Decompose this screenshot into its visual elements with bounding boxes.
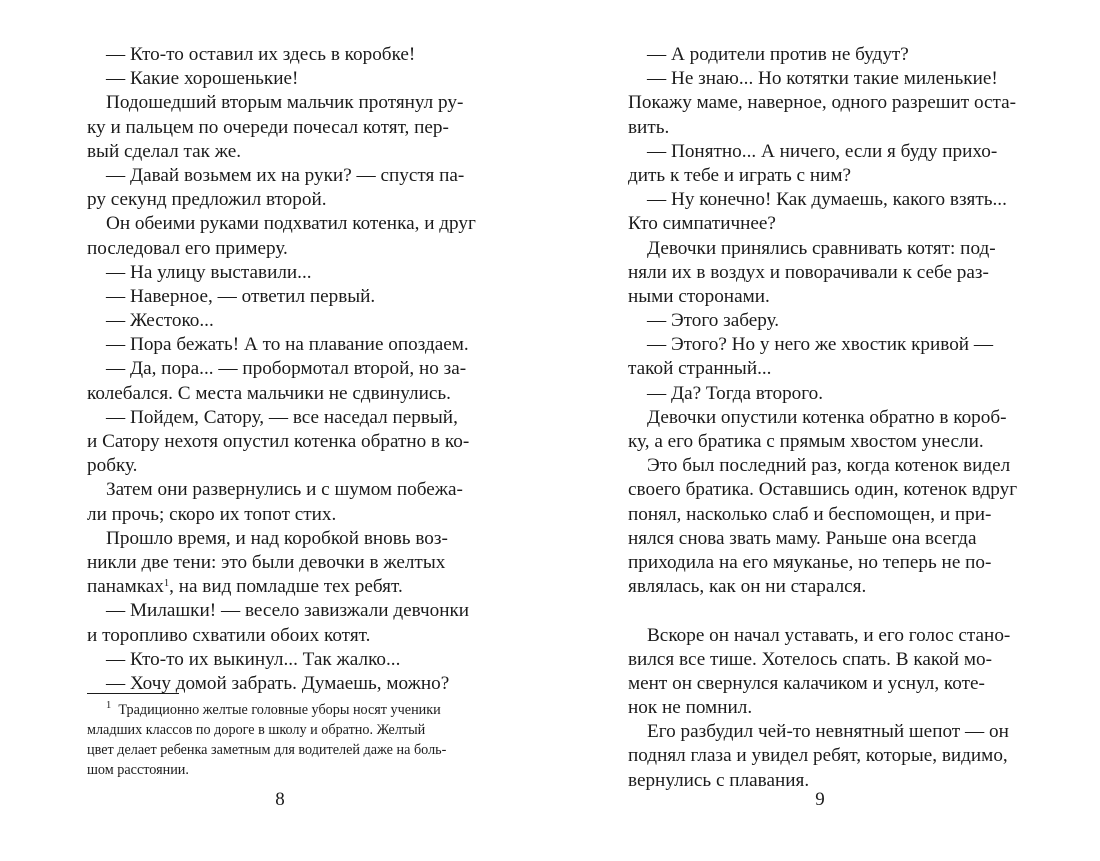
footnote-line <box>87 760 475 780</box>
text-line <box>628 551 1016 575</box>
text-line-content: — Кто-то оставил их здесь в коробке! <box>106 44 416 65</box>
text-line-content: никли две тени: это были девочки в желтых <box>87 551 446 573</box>
text-line <box>628 309 1016 333</box>
footnote-line-content: младших классов по дороге в школу и обратно. Желтый <box>87 722 426 738</box>
text-line <box>87 333 475 357</box>
footnote-line <box>87 740 475 760</box>
footnote-divider <box>87 693 179 694</box>
text-line <box>628 503 1016 527</box>
footnote-line <box>87 720 475 740</box>
text-line <box>87 116 475 140</box>
text-line-content: Затем они развернулись и с шумом побежа- <box>106 479 463 501</box>
footnote-line <box>87 700 475 720</box>
text-line-content: Вскоре он начал уставать, и его голос стано- <box>647 624 1011 646</box>
text-line-content: робку. <box>87 455 138 477</box>
text-line <box>87 527 475 551</box>
text-line <box>628 67 1016 91</box>
text-line <box>628 430 1016 454</box>
footnote-line-content: Традиционно желтые головные уборы носят ученики <box>118 702 441 718</box>
text-line <box>87 212 475 236</box>
text-line <box>87 551 475 575</box>
text-line <box>87 503 475 527</box>
text-line-content: дить к тебе и играть с ним? <box>628 164 852 186</box>
text-line-content: — Жестоко... <box>106 310 214 332</box>
text-line-content: — Да? Тогда второго. <box>647 382 824 404</box>
text-line-content: Покажу маме, наверное, одного разрешит оста- <box>628 92 1017 114</box>
text-line <box>628 261 1016 285</box>
text-line-content: — На улицу выставили... <box>106 261 312 283</box>
text-line-content: — Этого? Но у него же хвостик кривой — <box>647 334 994 356</box>
text-line <box>628 478 1016 502</box>
text-line-content: — Ну конечно! Как думаешь, какого взять... <box>647 189 1007 211</box>
text-line-content: поднял глаза и увидел ребят, которые, видимо, <box>628 745 1008 767</box>
text-line <box>628 91 1016 115</box>
text-line <box>628 575 1016 599</box>
text-line <box>87 575 475 599</box>
text-line-content: Он обеими руками подхватил котенка, и друг <box>106 213 476 235</box>
text-line-content: — Понятно... А ничего, если я буду прихо- <box>647 140 998 162</box>
text-line-content: ку, а его братика с прямым хвостом унесли. <box>628 431 984 452</box>
text-line-content: — Не знаю... Но котятки такие миленькие! <box>647 68 998 90</box>
text-line-content: нок не помнил. <box>628 697 753 719</box>
text-line <box>87 237 475 261</box>
text-line-content: — Наверное, — ответил первый. <box>106 285 376 307</box>
text-line <box>628 648 1016 672</box>
text-line-content: вый сделал так же. <box>87 140 242 162</box>
text-line-content: — А родители против не будут? <box>647 44 909 65</box>
text-line-content: Кто симпатичнее? <box>628 213 776 235</box>
text-line-content: — Пойдем, Сатору, — все наседал первый, <box>106 406 458 428</box>
right-page <box>550 0 1100 861</box>
text-line <box>87 406 475 430</box>
left-page-body-text <box>87 43 475 696</box>
text-line <box>87 43 475 67</box>
footnote-reference[interactable]: 1 <box>163 578 170 590</box>
text-line-content: Девочки опустили котенка обратно в короб- <box>647 406 1007 428</box>
text-line <box>628 43 1016 67</box>
page-number-left: 8 <box>275 789 285 810</box>
text-line-content: ли прочь; скоро их топот стих. <box>87 503 337 525</box>
text-line <box>628 744 1016 768</box>
text-line <box>87 382 475 406</box>
text-line <box>87 67 475 91</box>
text-line <box>87 91 475 115</box>
text-line-content: вернулись с плавания. <box>628 769 810 791</box>
text-line <box>87 261 475 285</box>
text-line <box>87 140 475 164</box>
footnote <box>87 700 475 780</box>
text-line <box>87 309 475 333</box>
text-line <box>628 624 1016 648</box>
text-line <box>628 140 1016 164</box>
text-line-content: ку и пальцем по очереди почесал котят, пер- <box>87 116 449 138</box>
text-line <box>628 696 1016 720</box>
text-line-continuation: , на вид помладше тех ребят. <box>169 576 403 598</box>
text-line <box>87 357 475 381</box>
footnote-line-content: шом расстоянии. <box>87 762 189 778</box>
text-line <box>628 527 1016 551</box>
paragraph-gap <box>628 599 1016 623</box>
text-line-content: приходила на его мяуканье, но теперь не по- <box>628 551 992 573</box>
text-line <box>628 164 1016 188</box>
text-line-content: Девочки принялись сравнивать котят: под- <box>647 237 996 259</box>
text-line-content: и Сатору нехотя опустил котенка обратно в ко- <box>87 431 470 452</box>
text-line-content: — Давай возьмем их на руки? — спустя па- <box>106 164 465 186</box>
text-line <box>87 648 475 672</box>
text-line <box>628 188 1016 212</box>
text-line <box>628 333 1016 357</box>
text-line <box>87 188 475 212</box>
text-line-content: колебался. С места мальчики не сдвинулись. <box>87 382 451 404</box>
text-line-content: Его разбудил чей-то невнятный шепот — он <box>647 721 1009 743</box>
text-line-content: последовал его примеру. <box>87 237 288 259</box>
text-line <box>628 382 1016 406</box>
text-line <box>628 454 1016 478</box>
text-line <box>87 478 475 502</box>
text-line-content: ру секунд предложил второй. <box>87 189 327 211</box>
text-line <box>628 237 1016 261</box>
text-line-content: такой странный... <box>628 358 772 380</box>
text-line-content: — Милашки! — весело завизжали девчонки <box>106 600 470 622</box>
text-line-content: — Хочу домой забрать. Думаешь, можно? <box>106 672 450 694</box>
text-line <box>628 672 1016 696</box>
text-line-content: Подошедший вторым мальчик протянул ру- <box>106 92 464 114</box>
text-line-content: — Этого заберу. <box>647 310 780 332</box>
text-line <box>87 624 475 648</box>
text-line <box>87 285 475 309</box>
text-line <box>628 406 1016 430</box>
text-line <box>628 212 1016 236</box>
right-page-body-text <box>628 43 1016 793</box>
text-line-content: — Да, пора... — пробормотал второй, но за- <box>106 358 467 380</box>
text-line-content: Прошло время, и над коробкой вновь воз- <box>106 527 448 549</box>
text-line <box>87 599 475 623</box>
text-line-content: и торопливо схватили обоих котят. <box>87 624 371 646</box>
text-line <box>87 164 475 188</box>
footnote-mark: 1 <box>106 700 112 711</box>
text-line <box>87 454 475 478</box>
text-line-content: вить. <box>628 116 670 138</box>
text-line-content: ными сторонами. <box>628 285 770 307</box>
text-line-content: панамках <box>87 576 164 598</box>
text-line <box>628 357 1016 381</box>
text-line <box>628 285 1016 309</box>
text-line-content: — Кто-то их выкинул... Так жалко... <box>106 648 401 670</box>
text-line-content: понял, насколько слаб и беспомощен, и при- <box>628 503 992 525</box>
page-number-right: 9 <box>815 789 825 810</box>
text-line-content: являлась, как он ни старался. <box>628 576 867 598</box>
text-line <box>628 116 1016 140</box>
text-line-content: нялся снова звать маму. Раньше она всегда <box>628 527 977 549</box>
text-line-content: своего братика. Оставшись один, котенок вдруг <box>628 479 1018 501</box>
text-line <box>87 430 475 454</box>
text-line-content: вился все тише. Хотелось спать. В какой мо- <box>628 648 992 670</box>
text-line <box>628 720 1016 744</box>
text-line-content: — Пора бежать! А то на плавание опоздаем. <box>106 334 469 356</box>
footnote-line-content: цвет делает ребенка заметным для водителей даже на боль- <box>87 742 447 758</box>
text-line-content: няли их в воздух и поворачивали к себе раз- <box>628 261 989 283</box>
text-line-content: Это был последний раз, когда котенок видел <box>647 455 1011 477</box>
text-line-content: — Какие хорошенькие! <box>106 68 299 90</box>
text-line-content: мент он свернулся калачиком и уснул, котe- <box>628 672 985 694</box>
